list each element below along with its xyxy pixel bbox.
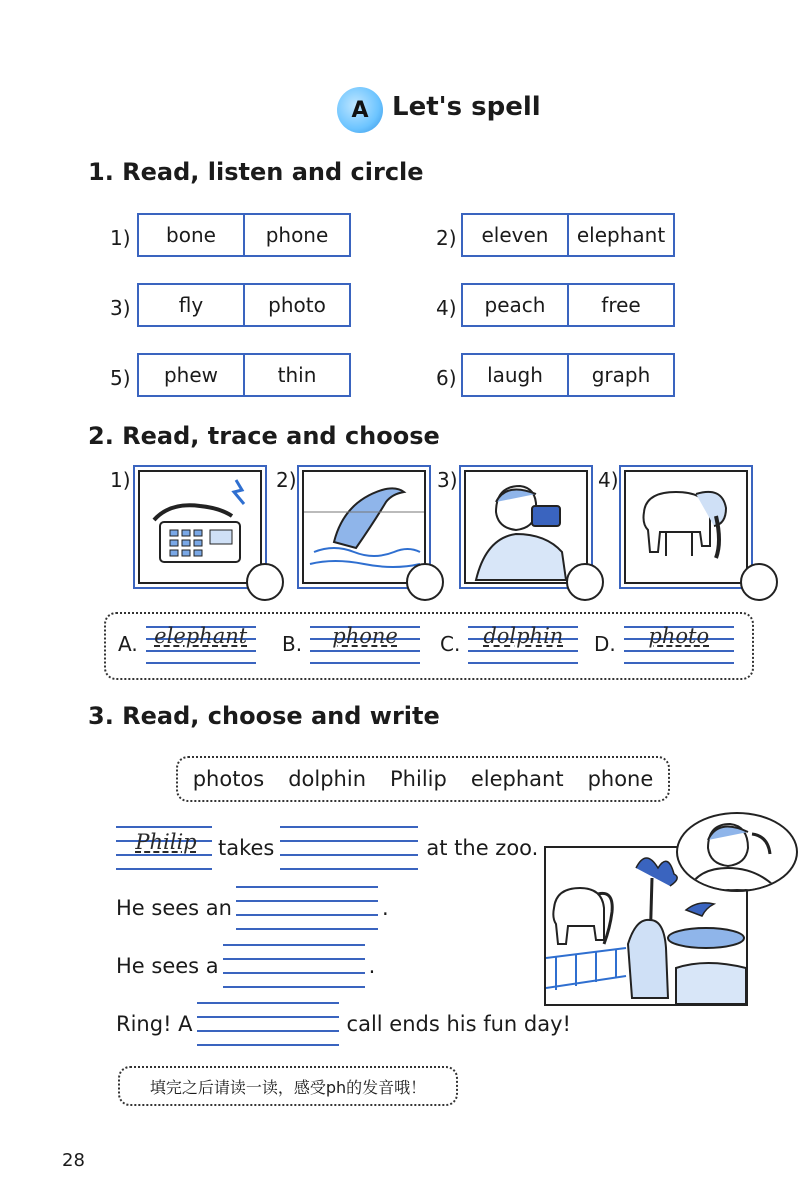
bank-word: photos — [192, 767, 265, 791]
section-1-title: 1. Read, listen and circle — [88, 158, 424, 186]
sentence-2 — [116, 886, 389, 930]
sentence-3 — [116, 944, 375, 988]
word-box-4 — [461, 283, 675, 327]
word-option[interactable]: fly — [178, 293, 204, 317]
picture-number: 2) — [276, 468, 297, 492]
option-letter: A. — [118, 632, 138, 656]
sentence-text: takes — [218, 836, 275, 860]
word-option[interactable]: elephant — [567, 215, 673, 255]
trace-lines[interactable] — [468, 624, 578, 664]
word-option[interactable]: free — [567, 285, 673, 325]
sentence-text: He sees a — [116, 954, 219, 978]
answer-circle[interactable] — [740, 563, 778, 601]
answer-lines[interactable] — [197, 1002, 339, 1046]
option-d — [594, 624, 734, 664]
sentence-text: at the zoo. — [426, 836, 539, 860]
option-letter: D. — [594, 632, 616, 656]
sentence-text: . — [381, 896, 389, 920]
section-2-title: 2. Read, trace and choose — [88, 422, 440, 450]
item-number: 6) — [436, 366, 457, 390]
trace-word: elephant — [154, 624, 248, 648]
word-option[interactable]: graph — [567, 355, 673, 395]
word-option[interactable]: laugh — [487, 363, 543, 387]
word-option[interactable]: phew — [163, 363, 219, 387]
dolphin-icon — [302, 470, 426, 584]
word-option[interactable]: bone — [166, 223, 216, 247]
bank-word: Philip — [390, 767, 447, 791]
word-option[interactable]: thin — [243, 355, 349, 395]
reading-tip — [118, 1066, 458, 1106]
word-box-1 — [137, 213, 351, 257]
option-b — [282, 624, 420, 664]
word-option[interactable]: eleven — [481, 223, 549, 247]
elephant-icon — [624, 470, 748, 584]
sentence-1 — [116, 826, 538, 870]
sentence-text: . — [368, 954, 376, 978]
sentence-text: call ends his fun day! — [346, 1012, 571, 1036]
filled-answer: Philip — [135, 830, 197, 854]
sentence-4 — [116, 1002, 571, 1046]
word-box-5 — [137, 353, 351, 397]
trace-lines[interactable] — [624, 624, 734, 664]
answer-circle[interactable] — [566, 563, 604, 601]
trace-word: phone — [332, 624, 398, 648]
answer-lines[interactable] — [223, 944, 365, 988]
word-box-2 — [461, 213, 675, 257]
word-option[interactable]: photo — [243, 285, 349, 325]
answer-lines[interactable] — [236, 886, 378, 930]
telephone-icon — [138, 470, 262, 584]
trace-word: photo — [648, 624, 710, 648]
word-bank — [176, 756, 670, 802]
picture-number: 3) — [437, 468, 458, 492]
option-c — [440, 624, 578, 664]
trace-lines[interactable] — [310, 624, 420, 664]
item-number: 1) — [110, 226, 131, 250]
trace-word: dolphin — [483, 624, 564, 648]
option-letter: C. — [440, 632, 461, 656]
answer-circle[interactable] — [406, 563, 444, 601]
picture-number: 4) — [598, 468, 619, 492]
word-option[interactable]: peach — [484, 293, 546, 317]
answer-lines[interactable] — [280, 826, 418, 870]
page-number: 28 — [62, 1150, 85, 1171]
camera-boy-icon — [464, 470, 588, 584]
answer-circle[interactable] — [246, 563, 284, 601]
phone-call-boy-icon — [676, 812, 798, 892]
bank-word: phone — [587, 767, 654, 791]
answer-lines[interactable] — [116, 826, 212, 870]
picture-number: 1) — [110, 468, 131, 492]
word-box-3 — [137, 283, 351, 327]
item-number: 3) — [110, 296, 131, 320]
item-number: 4) — [436, 296, 457, 320]
bank-word: dolphin — [288, 767, 367, 791]
page-title: Let's spell — [392, 92, 541, 122]
word-option[interactable]: phone — [243, 215, 349, 255]
item-number: 5) — [110, 366, 131, 390]
bank-word: elephant — [470, 767, 564, 791]
tip-text: 填完之后请读一读，感受ph的发音哦！ — [149, 1077, 427, 1097]
section-3-title: 3. Read, choose and write — [88, 702, 440, 730]
item-number: 2) — [436, 226, 457, 250]
option-a — [118, 624, 256, 664]
sentence-text: He sees an — [116, 896, 232, 920]
word-box-6 — [461, 353, 675, 397]
section-badge: A — [337, 87, 383, 133]
sentence-text: Ring! A — [116, 1012, 193, 1036]
option-letter: B. — [282, 632, 303, 656]
trace-lines[interactable] — [146, 624, 256, 664]
